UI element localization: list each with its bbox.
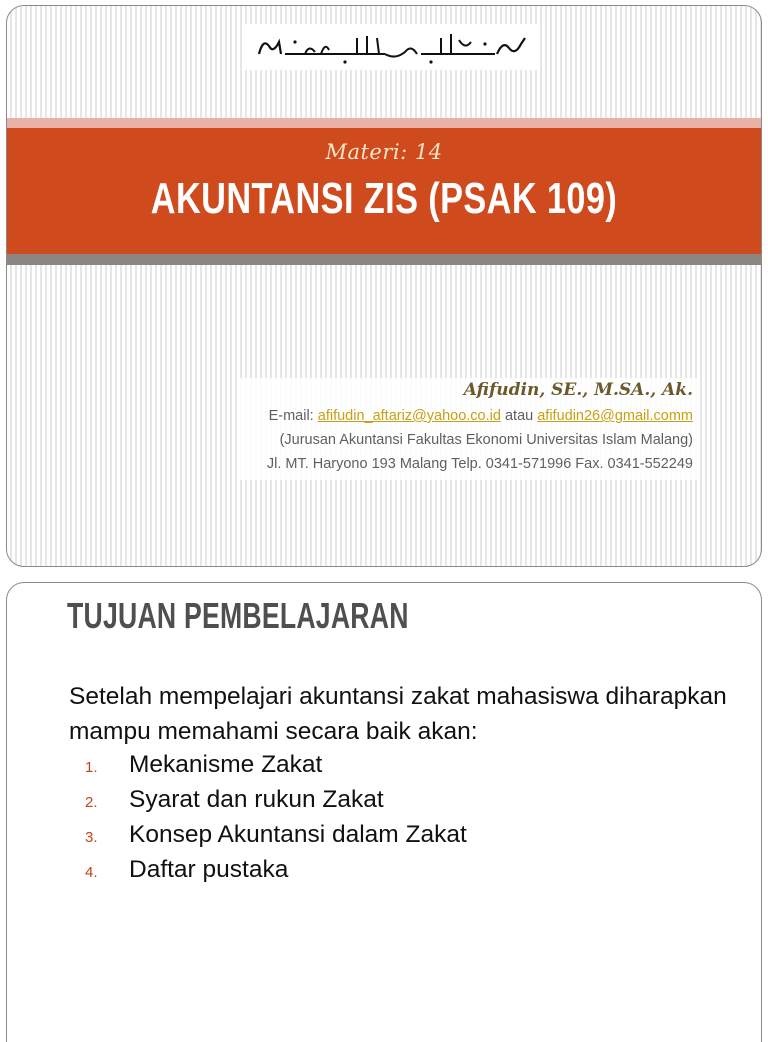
- list-item: [69, 751, 467, 786]
- list-item: [69, 856, 467, 891]
- list-item-text: Mekanisme Zakat: [129, 751, 323, 778]
- title-band-accent-top: [7, 118, 761, 128]
- objectives-title: TUJUAN PEMBELAJARAN: [67, 595, 409, 636]
- list-item: [69, 821, 467, 856]
- title-band-accent-bottom: [7, 254, 761, 265]
- list-item-number: 1.: [85, 759, 98, 776]
- slide-title: AKUNTANSI ZIS (PSAK 109): [150, 174, 618, 223]
- email-joiner: atau: [500, 408, 538, 424]
- list-item-number: 4.: [85, 864, 98, 881]
- author-info: [237, 378, 697, 480]
- list-item-text: Konsep Akuntansi dalam Zakat: [129, 821, 467, 848]
- objectives-slide: [6, 582, 762, 1042]
- title-slide: [6, 5, 762, 567]
- bismillah-calligraphy: [245, 24, 537, 70]
- email-link-gmail[interactable]: afifudin26@gmail.comm: [537, 408, 693, 424]
- list-item: [69, 786, 467, 821]
- email-label: E-mail:: [268, 408, 318, 424]
- list-item-text: Daftar pustaka: [129, 856, 289, 883]
- email-link-yahoo[interactable]: afifudin_aftariz@yahoo.co.id: [317, 408, 501, 424]
- objectives-intro: Setelah mempelajari akuntansi zakat mahasiswa diharapkan mampu memahami secara baik akan:: [69, 683, 727, 745]
- lecture-number: Materi: 14: [325, 140, 443, 164]
- list-item-text: Syarat dan rukun Zakat: [129, 786, 384, 813]
- affiliation-line: (Jurusan Akuntansi Fakultas Ekonomi Universitas Islam Malang): [279, 432, 693, 448]
- address-line: Jl. MT. Haryono 193 Malang Telp. 0341-571996 Fax. 0341-552249: [266, 456, 693, 472]
- email-line: [267, 404, 693, 428]
- list-item-number: 2.: [85, 794, 98, 811]
- author-name: Afifudin, SE., M.SA., Ak.: [463, 380, 693, 400]
- objectives-list: [69, 751, 467, 891]
- list-item-number: 3.: [85, 829, 98, 846]
